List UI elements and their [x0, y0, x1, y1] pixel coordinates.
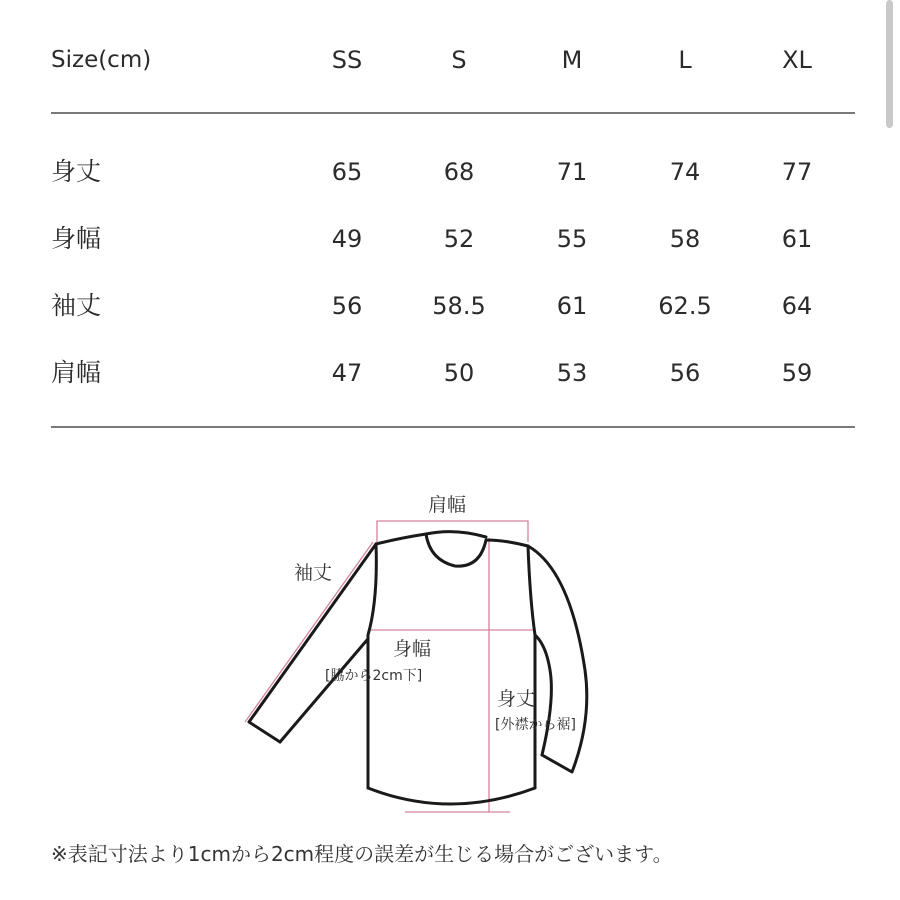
cell-value: 58.5 — [432, 292, 486, 320]
cell-value: 61 — [781, 225, 813, 253]
body-width-note: [脇から2cm下] — [325, 668, 423, 684]
row-label: 身幅 — [51, 224, 102, 253]
garment-measurement-diagram — [230, 470, 620, 820]
body-length-label: 身丈 — [497, 688, 536, 710]
header-label: Size(cm) — [51, 47, 152, 73]
cell-value: 68 — [443, 158, 475, 186]
header-size-s: S — [451, 46, 467, 74]
cell-value: 61 — [556, 292, 588, 320]
header-divider — [51, 112, 855, 114]
header-size-xl: XL — [782, 46, 812, 74]
row-label: 肩幅 — [51, 358, 102, 387]
cell-value: 71 — [556, 158, 588, 186]
cell-value: 52 — [443, 225, 475, 253]
table-row — [51, 353, 855, 393]
table-row — [51, 219, 855, 259]
row-label: 身丈 — [51, 157, 102, 186]
cell-value: 62.5 — [658, 292, 712, 320]
cell-value: 53 — [556, 359, 588, 387]
table-bottom-divider — [51, 426, 855, 428]
header-size-m: M — [561, 46, 583, 74]
cell-value: 65 — [331, 158, 363, 186]
header-size-l: L — [678, 46, 692, 74]
sleeve-length-label: 袖丈 — [294, 562, 333, 584]
scrollbar[interactable] — [886, 0, 893, 128]
cell-value: 64 — [781, 292, 813, 320]
cell-value: 49 — [331, 225, 363, 253]
cell-value: 56 — [669, 359, 701, 387]
cell-value: 47 — [331, 359, 363, 387]
header-size-ss: SS — [331, 46, 363, 74]
cell-value: 77 — [781, 158, 813, 186]
table-row — [51, 152, 855, 192]
row-label: 袖丈 — [51, 291, 102, 320]
cell-value: 59 — [781, 359, 813, 387]
table-header-row — [51, 40, 855, 80]
body-width-label: 身幅 — [393, 638, 432, 660]
cell-value: 55 — [556, 225, 588, 253]
body-length-note: [外襟から裾] — [495, 717, 576, 733]
table-row — [51, 286, 855, 326]
measurement-disclaimer: ※表記寸法より1cmから2cm程度の誤差が生じる場合がございます。 — [51, 842, 673, 866]
cell-value: 56 — [331, 292, 363, 320]
cell-value: 58 — [669, 225, 701, 253]
shoulder-width-label: 肩幅 — [428, 494, 467, 516]
cell-value: 50 — [443, 359, 475, 387]
cell-value: 74 — [669, 158, 701, 186]
